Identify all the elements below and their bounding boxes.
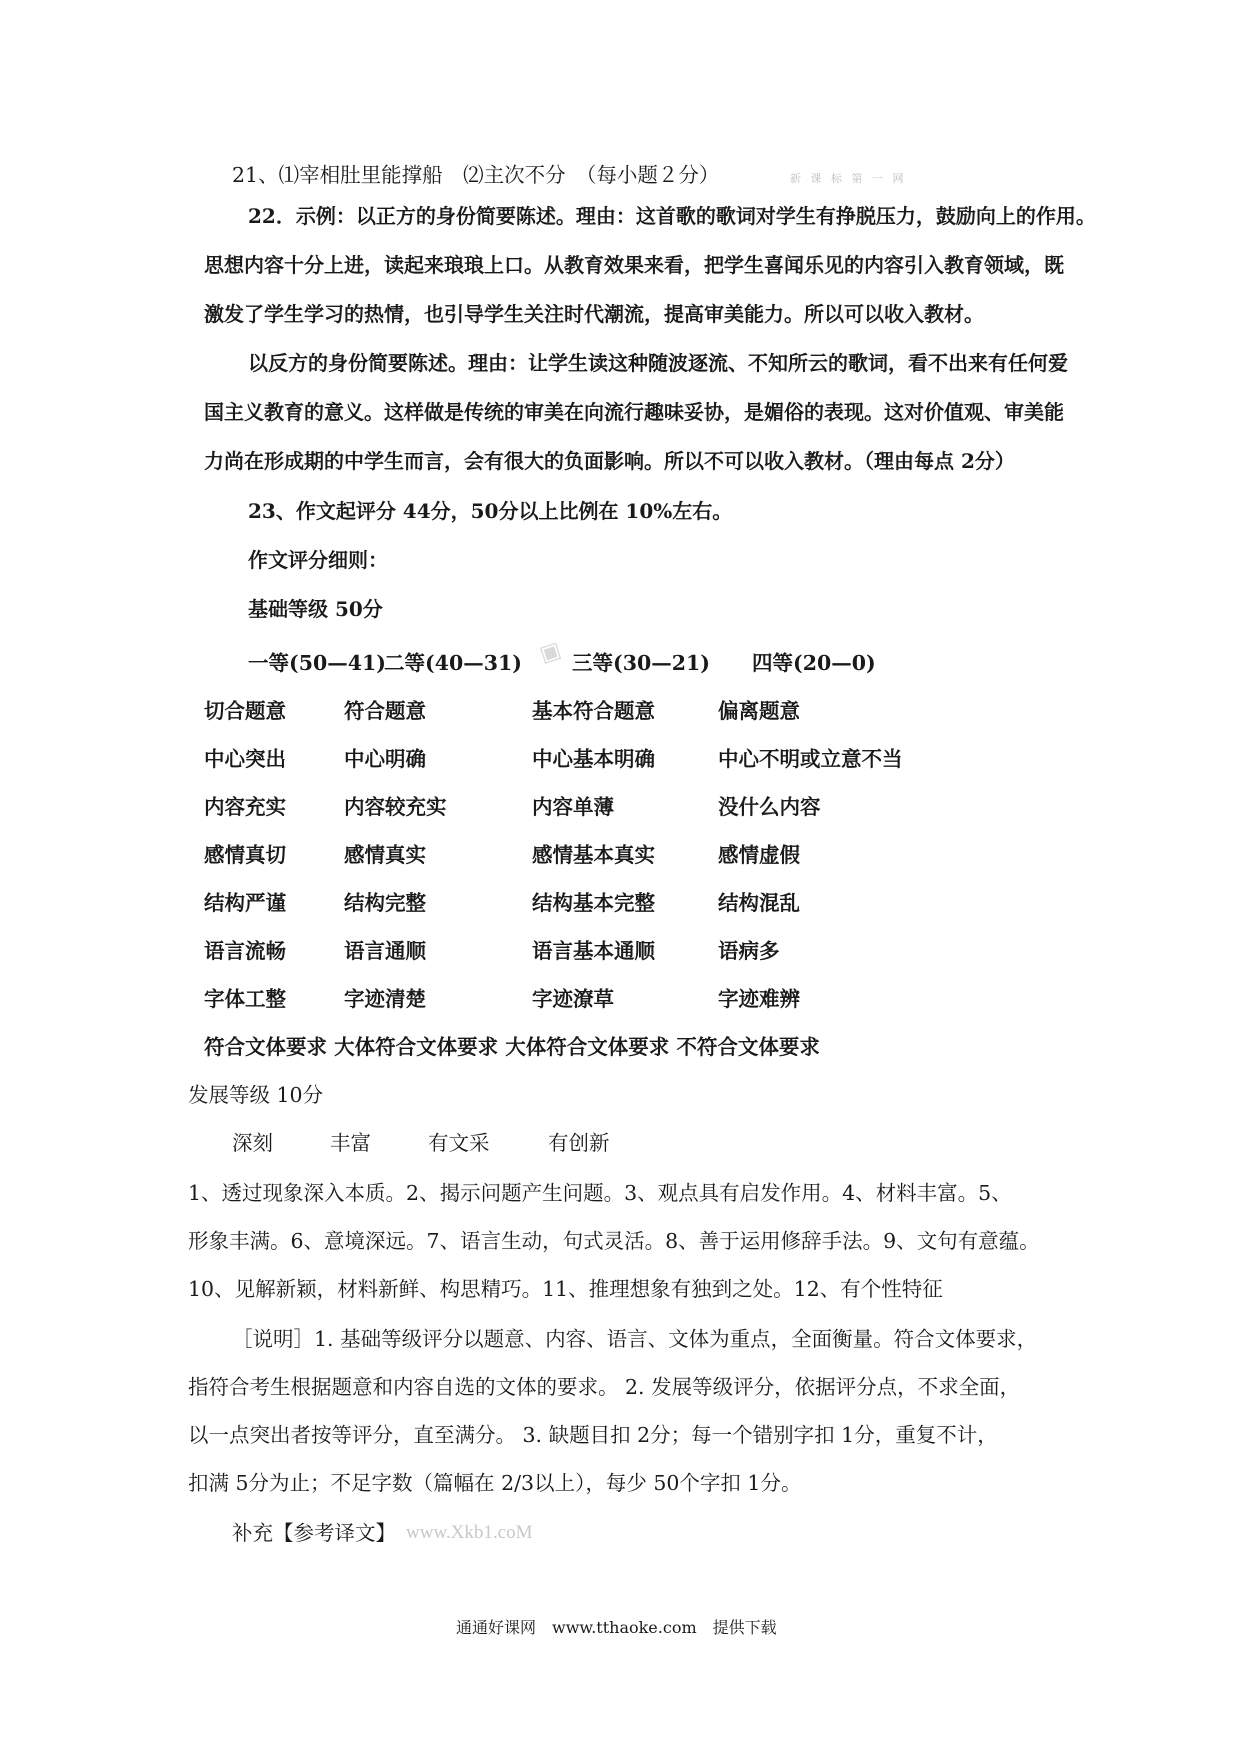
notes-line-1: ［说明］1. 基础等级评分以题意、内容、语言、文体为重点，全面衡量。符合文体要求，	[232, 1327, 1038, 1351]
q23-line-1: 23、作文起评分 44分，50分以上比例在 10%左右。	[248, 499, 733, 523]
q22-line-6: 力尚在形成期的中学生而言，会有很大的负面影响。所以不可以收入教材。（理由每点 2分）	[204, 449, 1015, 473]
table-cell: 感情真实	[344, 843, 426, 867]
rules-title: 作文评分细则：	[248, 548, 388, 572]
dev-item: 有创新	[548, 1131, 610, 1155]
q22-line-2: 思想内容十分上进，读起来琅琅上口。从教育效果来看，把学生喜闻乐见的内容引入教育领域，既	[204, 253, 1064, 277]
table-cell: 字迹难辨	[718, 987, 800, 1011]
q22-line-4: 以反方的身份简要陈述。理由：让学生读这种随波逐流、不知所云的歌词，看不出来有任何爱	[248, 351, 1068, 375]
table-cell: 没什么内容	[718, 795, 821, 819]
page-footer: 通通好课网 www.tthaoke.com 提供下载	[456, 1618, 777, 1637]
table-cell: 感情虚假	[718, 843, 800, 867]
notes-line-2: 指符合考生根据题意和内容自选的文体的要求。 2. 发展等级评分，依据评分点，不求全面，	[188, 1375, 1021, 1399]
notes-line-3: 以一点突出者按等评分，直至满分。 3. 缺题目扣 2分；每一个错别字扣 1分，重复不计，	[188, 1423, 998, 1447]
table-cell: 字迹潦草	[532, 987, 614, 1011]
table-cell: 偏离题意	[718, 699, 800, 723]
table-cell: 感情基本真实	[532, 843, 655, 867]
table-cell: 中心不明或立意不当	[718, 747, 903, 771]
dev-item: 丰富	[330, 1131, 371, 1155]
table-cell: 内容单薄	[532, 795, 614, 819]
q21-watermark: 新 课 标 第 一 网	[790, 172, 907, 185]
grade-3: 三等(30—21)	[572, 651, 710, 675]
dev-item: 有文采	[428, 1131, 490, 1155]
dev-criteria-line-2: 形象丰满。6、意境深远。7、语言生动，句式灵活。8、善于运用修辞手法。9、文句有意蕴。	[188, 1229, 1040, 1253]
table-cell: 内容充实	[204, 795, 286, 819]
supplement-heading: 补充【参考译文】	[232, 1521, 396, 1545]
table-cell: 字迹清楚	[344, 987, 426, 1011]
table-cell: 语病多	[718, 939, 780, 963]
table-cell: 感情真切	[204, 843, 286, 867]
q21-answer: 21、⑴宰相肚里能撑船 ⑵主次不分 （每小题２分）	[232, 163, 720, 187]
table-cell: 结构基本完整	[532, 891, 655, 915]
table-cell: 字体工整	[204, 987, 286, 1011]
grade-2: 二等(40—31)	[384, 651, 522, 675]
supplement-watermark: www.Xkb1.coM	[406, 1522, 533, 1543]
grade-4: 四等(20—0)	[752, 651, 876, 675]
q22-line-1: 22．示例：以正方的身份简要陈述。理由：这首歌的歌词对学生有挣脱压力，鼓励向上的作用。	[248, 204, 1096, 228]
basic-grade-title: 基础等级 50分	[248, 597, 383, 621]
table-cell: 切合题意	[204, 699, 286, 723]
table-cell: 语言基本通顺	[532, 939, 655, 963]
table-cell: 内容较充实	[344, 795, 447, 819]
table-cell: 中心突出	[204, 747, 286, 771]
faint-watermark-logo: ▣	[536, 637, 565, 668]
grade-1: 一等(50—41)	[248, 651, 386, 675]
table-cell: 语言通顺	[344, 939, 426, 963]
table-cell: 结构严谨	[204, 891, 286, 915]
table-cell: 中心基本明确	[532, 747, 655, 771]
dev-criteria-line-3: 10、见解新颖，材料新鲜、构思精巧。11、推理想象有独到之处。12、有个性特征	[188, 1277, 943, 1301]
development-grade-title: 发展等级 10分	[188, 1083, 324, 1107]
q22-line-3: 激发了学生学习的热情，也引导学生关注时代潮流，提高审美能力。所以可以收入教材。	[204, 302, 984, 326]
table-cell: 结构完整	[344, 891, 426, 915]
table-cell: 基本符合题意	[532, 699, 655, 723]
table-cell: 符合题意	[344, 699, 426, 723]
table-cell: 语言流畅	[204, 939, 286, 963]
dev-criteria-line-1: 1、透过现象深入本质。2、揭示问题产生问题。3、观点具有启发作用。4、材料丰富。5、	[188, 1181, 1012, 1205]
dev-item: 深刻	[232, 1131, 273, 1155]
q22-line-5: 国主义教育的意义。这样做是传统的审美在向流行趣味妥协，是媚俗的表现。这对价值观、审美能	[204, 400, 1064, 424]
notes-line-4: 扣满 5分为止；不足字数（篇幅在 2/3以上），每少 50个字扣 1分。	[188, 1471, 802, 1495]
table-cell: 中心明确	[344, 747, 426, 771]
table-cell: 结构混乱	[718, 891, 800, 915]
genre-requirements-row: 符合文体要求 大体符合文体要求 大体符合文体要求 不符合文体要求	[204, 1035, 820, 1059]
